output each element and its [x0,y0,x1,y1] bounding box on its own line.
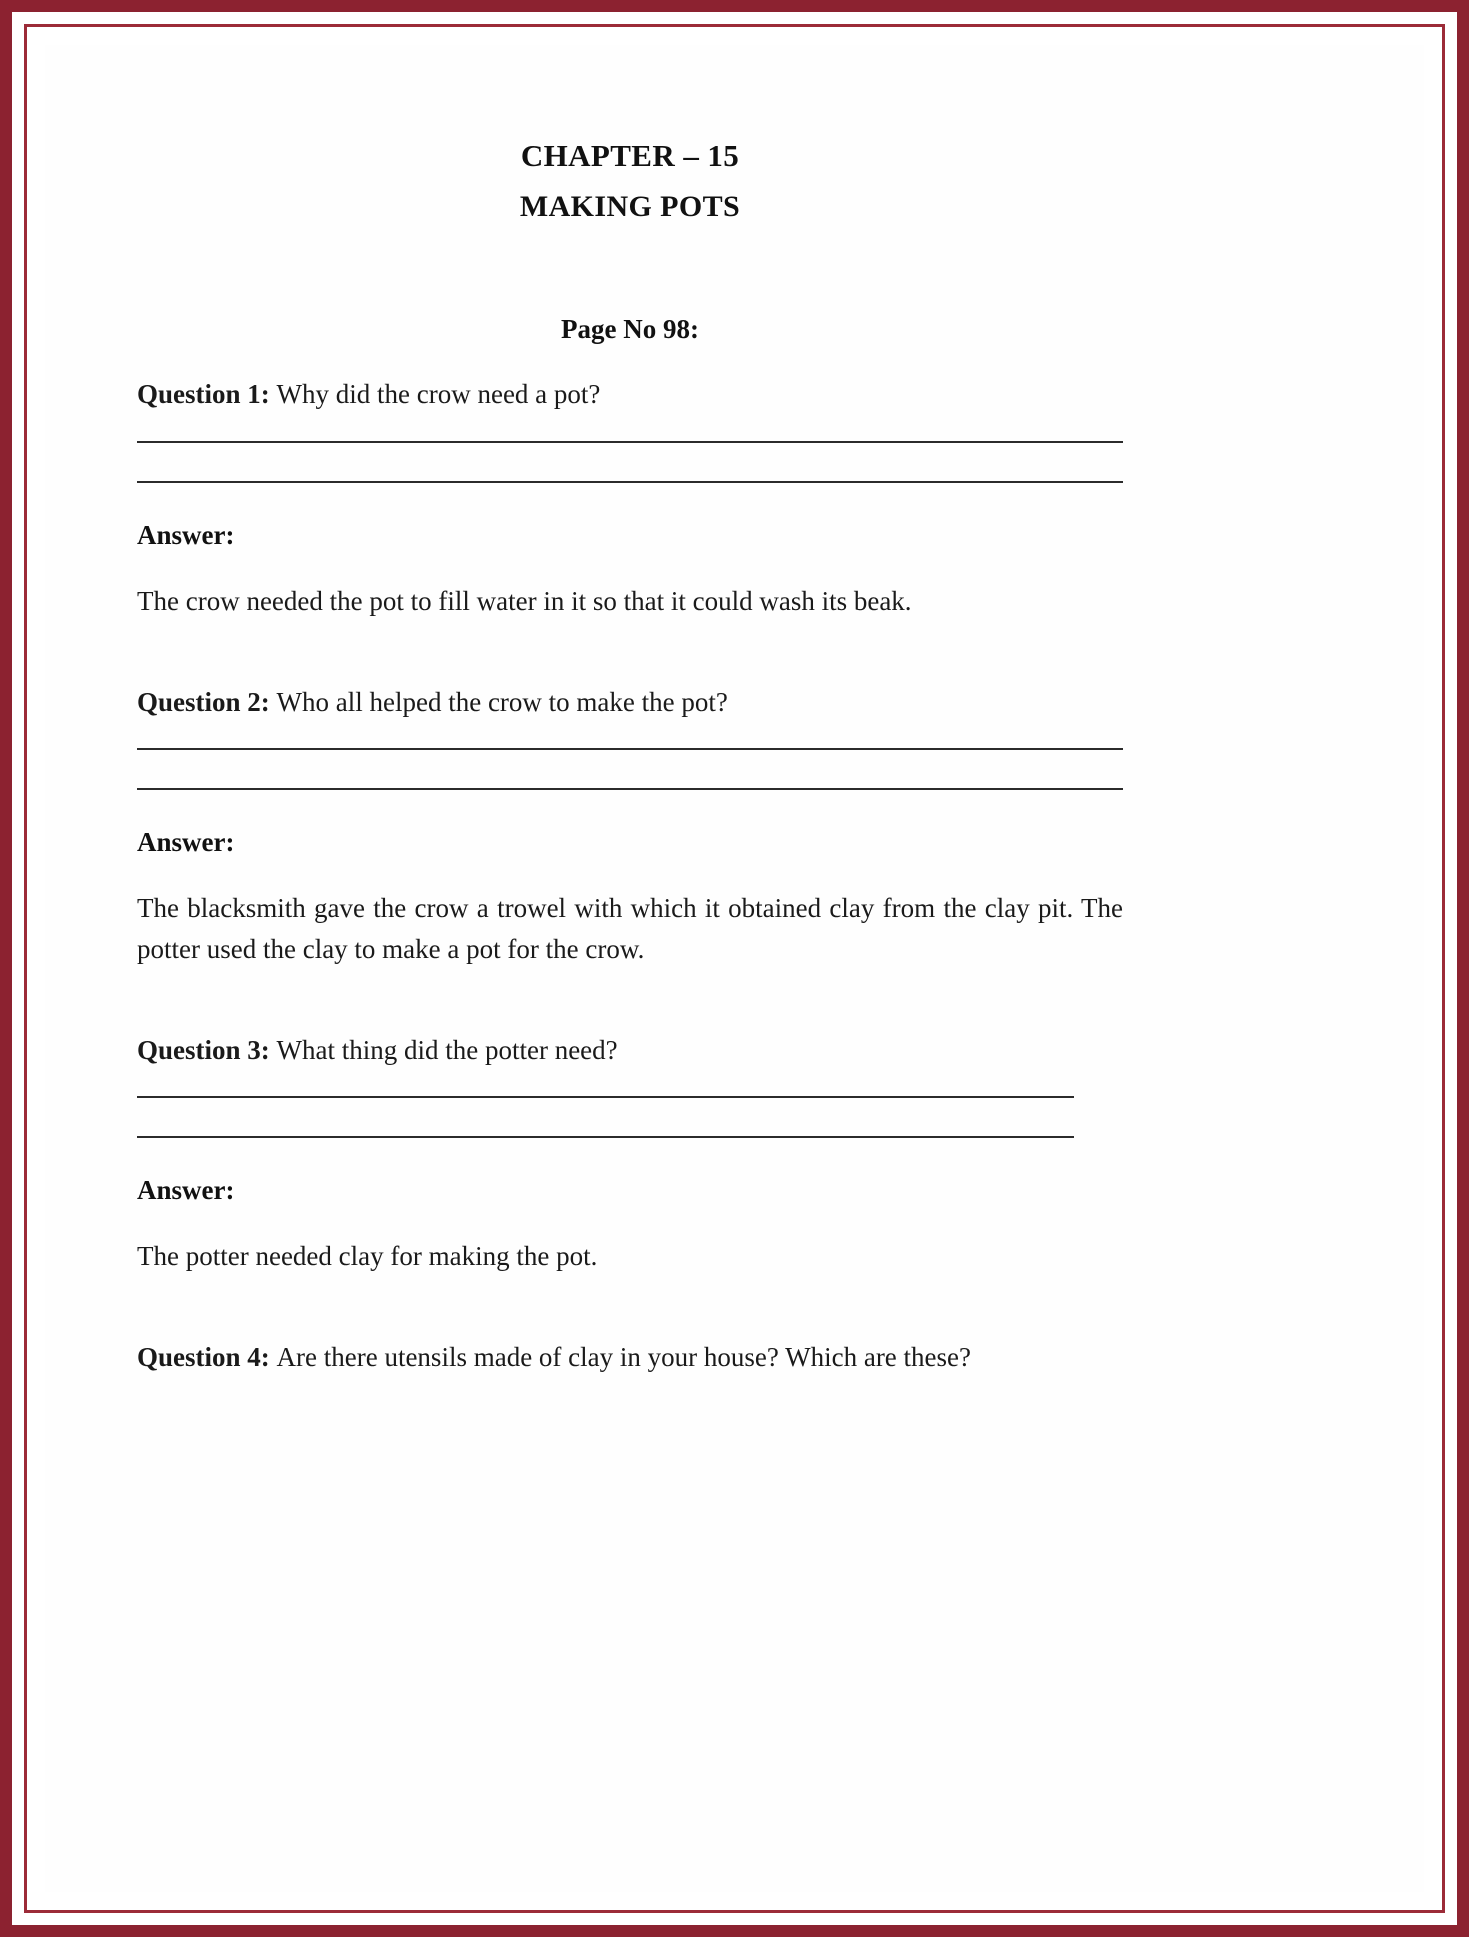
qa-block-2 [137,682,1123,970]
question-3 [137,1030,1123,1071]
question-1-text: Why did the crow need a pot? [276,379,601,410]
page-number-heading: Page No 98: [561,313,699,344]
document-content [137,133,1123,1378]
answer-label-3: Answer: [137,1175,235,1206]
answer-text-2: The blacksmith gave the crow a trowel with which it obtained clay from the clay pit. The potter used the clay to make a pot for the crow. [137,892,1123,964]
answer-rule-lines-1 [137,441,1123,483]
question-3-label: Question 3: [137,1034,277,1065]
page-sheet [45,45,1424,1892]
answer-rule-line [137,788,1123,790]
answer-rule-lines-2 [137,748,1123,790]
qa-block-1 [137,374,1123,621]
question-4 [137,1337,1123,1378]
answer-text-3: The potter needed clay for making the pot. [137,1241,598,1272]
question-1-label: Question 1: [137,379,277,410]
answer-label-2: Answer: [137,827,235,858]
answer-label-1: Answer: [137,519,235,550]
answer-rule-line [137,1096,1074,1098]
question-2-label: Question 2: [137,686,277,717]
question-1 [137,374,1123,415]
answer-rule-line [137,481,1123,483]
page-border-inner-rule [24,24,1445,1913]
question-2-text: Who all helped the crow to make the pot? [276,686,728,717]
question-2 [137,682,1123,723]
question-4-text: Are there utensils made of clay in your house? Which are these? [276,1342,972,1373]
answer-rule-lines-3 [137,1096,1123,1138]
question-4-label: Question 4: [137,1342,277,1373]
answer-text-1: The crow needed the pot to fill water in it so that it could wash its beak. [137,585,912,616]
qa-block-4 [137,1337,1123,1378]
question-3-text: What thing did the potter need? [276,1034,618,1065]
qa-block-3 [137,1030,1123,1277]
chapter-title: MAKING POTS [519,189,741,223]
chapter-heading: CHAPTER – 15 [520,138,740,173]
answer-rule-line [137,748,1123,750]
answer-rule-line [137,1136,1074,1138]
answer-rule-line [137,441,1123,443]
